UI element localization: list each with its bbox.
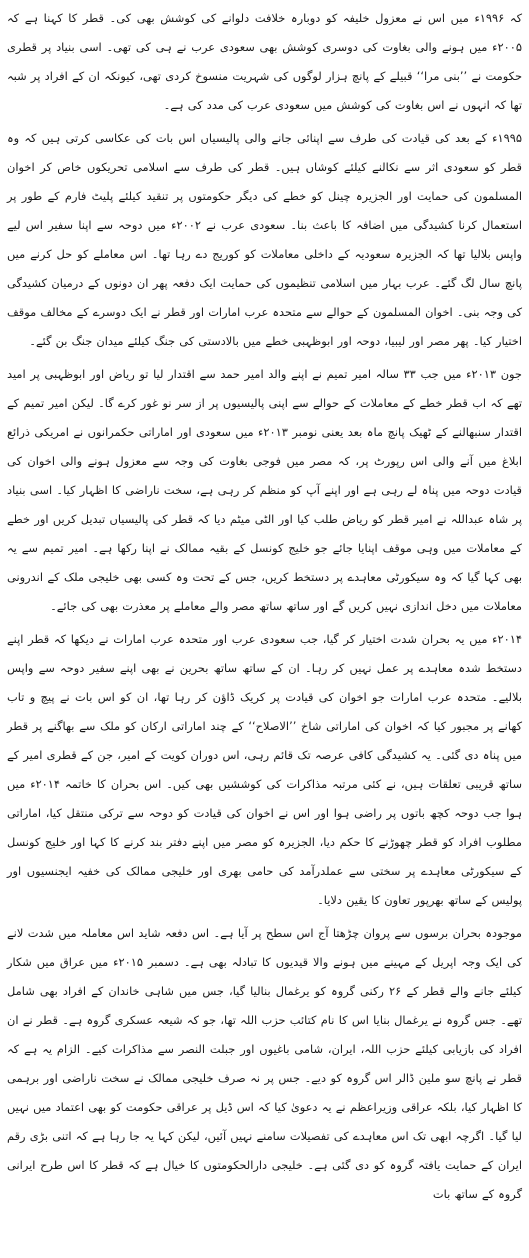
paragraph-2: ۱۹۹۵ء کے بعد کی قیادت کی طرف سے اپنائی جانے والی پالیسیاں اس بات کی عکاسی کرتی ہیں کہ وہ قطر کو سعودی اثر سے نکالنے کیلئے کوشاں ہیں۔ قطر کی طرف سے اسلامی تحریکوں خاص کر اخوان المسلمون کی حمایت اور الجزیرہ چینل کو خطے کی دیگر حکومتوں پر تنقید کیلئے پلیٹ فارم کے طور پر استعمال کرنا کشیدگی میں اضافہ کا باعث بنا۔ سعودی عرب نے ۲۰۰۲ء میں دوحہ سے اپنا سفیر اس لیے واپس بلالیا تھا کہ الجزیرہ سعودیہ کے داخلی معاملات کو کوریج دے رہا تھا۔ اس معاملے کو حل کرنے میں پانچ سال لگ گئے۔ عرب بہار میں اسلامی تنظیموں کی حمایت ایک دفعہ پھر ان دونوں کے درمیان کشیدگی کی وجہ بنی۔ اخوان المسلمون کے حوالے سے متحدہ عرب امارات اور قطر نے ایک دوسرے کے مخالف موقف اختیار کیا۔ پھر مصر اور لیبیا، دوحہ اور ابوظہبی خطے میں بالادستی کی جنگ کیلئے میدان جنگ بن گئے۔ <box>7 131 522 348</box>
paragraph-1: کہ ۱۹۹۶ء میں اس نے معزول خلیفہ کو دوبارہ خلافت دلوانے کی کوشش بھی کی۔ قطر کا کہنا ہے کہ ۲۰۰۵ء میں ہونے والی بغاوت کی دوسری کوشش بھی سعودی عرب نے ہی کی تھی۔ اسی بنیاد پر قطری حکومت نے ’’بنی مرا‘‘ قبیلے کے پانچ ہزار لوگوں کی شہریت منسوخ کردی تھی، کیونکہ ان کے افراد پر شبہ تھا کہ انہوں نے اس بغاوت کی کوشش میں سعودی عرب کی مدد کی ہے۔ <box>7 11 522 112</box>
paragraph-3: جون ۲۰۱۳ء میں جب ۳۳ سالہ امیر تمیم نے اپنے والد امیر حمد سے اقتدار لیا تو ریاض اور ابوظہبی پر امید تھے کہ اب قطر خطے کے معاملات کے حوالے سے اپنی پالیسیوں پر از سر نو غور کرے گا۔ لیکن امیر تمیم کے اقتدار سنبھالنے کے ٹھیک پانچ ماہ بعد یعنی نومبر ۲۰۱۳ء میں سعودی اور اماراتی حکمرانوں نے امریکی ذرائع ابلاغ میں آنے والی اس رپورٹ پر، کہ مصر میں فوجی بغاوت کی وجہ سے معزول ہونے والی اخوان کی قیادت دوحہ میں پناہ لے رہی ہے اور اپنے آپ کو منظم کر رہی ہے، سخت ناراضی کا اظہار کیا۔ اسی بنیاد پر شاہ عبداللہ نے امیر قطر کو ریاض طلب کیا اور الٹی میٹم دیا کہ قطر کی پالیسیاں تبدیل کریں اور خطے کے معاملات میں وہی موقف اپنایا جائے جو خلیج کونسل کے بقیہ ممالک نے اپنا رکھا ہے۔ امیر تمیم سے یہ بھی کہا گیا کہ وہ سیکورٹی معاہدے پر دستخط کریں، جس کے تحت وہ کسی بھی خلیجی ملک کے اندرونی معاملات میں دخل اندازی نہیں کریں گے اور ساتھ ساتھ مصر والے معاملے پر معذرت بھی کی جائے۔ <box>7 367 522 613</box>
paragraph-5: موجودہ بحران برسوں سے پروان چڑھتا آج اس سطح پر آیا ہے۔ اس دفعہ شاید اس معاملہ میں شدت لانے کی ایک وجہ اپریل کے مہینے میں ہونے والا قیدیوں کا تبادلہ بھی ہے۔ دسمبر ۲۰۱۵ء میں عراق میں شکار کیلئے جانے والے قطر کے ۲۶ رکنی گروہ کو یرغمال بنالیا گیا، جس میں شاہی خاندان کے افراد بھی شامل تھے۔ جس گروہ نے یرغمال بنایا اس کا نام کتائب حزب اللہ تھا، جو کہ شیعہ عسکری گروہ ہے۔ قطر نے ان افراد کی بازیابی کیلئے حزب اللہ، ایران، شامی باغیوں اور جبلت النصر سے مذاکرات کیے۔ الزام یہ ہے کہ قطر نے پانچ سو ملین ڈالر اس گروہ کو دیے۔ جس پر نہ صرف خلیجی ممالک نے سخت ناراضی اور برہمی کا اظہار کیا، بلکہ عراقی وزیراعظم نے یہ دعویٰ کیا کہ اس ڈیل پر عراقی حکومت کو بھی اعتماد میں نہیں لیا گیا۔ اگرچہ ابھی تک اس معاہدے کی تفصیلات سامنے نہیں آئیں، لیکن کہا یہ جا رہا ہے کہ اتنی بڑی رقم ایران کے حمایت یافتہ گروہ کو دی گئی ہے۔ خلیجی دارالحکومتوں کا خیال ہے کہ قطر کا اس طرح ایرانی گروہ کے ساتھ بات <box>7 926 523 1201</box>
paragraph-4: ۲۰۱۴ء میں یہ بحران شدت اختیار کر گیا، جب سعودی عرب اور متحدہ عرب امارات نے دیکھا کہ قطر اپنے دستخط شدہ معاہدے پر عمل نہیں کر رہا۔ ان کے ساتھ ساتھ بحرین نے بھی اپنے سفیر دوحہ سے واپس بلالیے۔ متحدہ عرب امارات جو اخوان کی قیادت پر کریک ڈاؤن کر رہا تھا، ان کو اس بات نے پیچ و تاب کھانے پر مجبور کیا کہ اخوان کی اماراتی شاخ ’’الاصلاح‘‘ کے چند اماراتی ارکان کو ملک سے بھاگنے پر قطر میں پناہ دی گئی۔ یہ کشیدگی کافی عرصہ تک قائم رہی، اس دوران کویت کے امیر، جن کے قطری امیر کے ساتھ قریبی تعلقات ہیں، نے کئی مرتبہ مذاکرات کی کوششیں بھی کیں۔ اس بحران کا خاتمہ ۲۰۱۴ء میں ہوا جب دوحہ کچھ باتوں پر راضی ہوا اور اس نے اخوان کی قیادت کو دوحہ سے ترکی منتقل کیا، اماراتی مطلوب افراد کو قطر چھوڑنے کا حکم دیا، الجزیرہ کو مصر میں اپنے دفتر بند کرنے کا کہا اور خلیج کونسل کے سیکورٹی معاہدے پر سختی سے عملدرآمد کی حامی بھری اور خلیجی ممالک کی خفیہ ایجنسیوں اور پولیس کے ساتھ بھرپور تعاون کا یقین دلایا۔ <box>7 632 523 907</box>
